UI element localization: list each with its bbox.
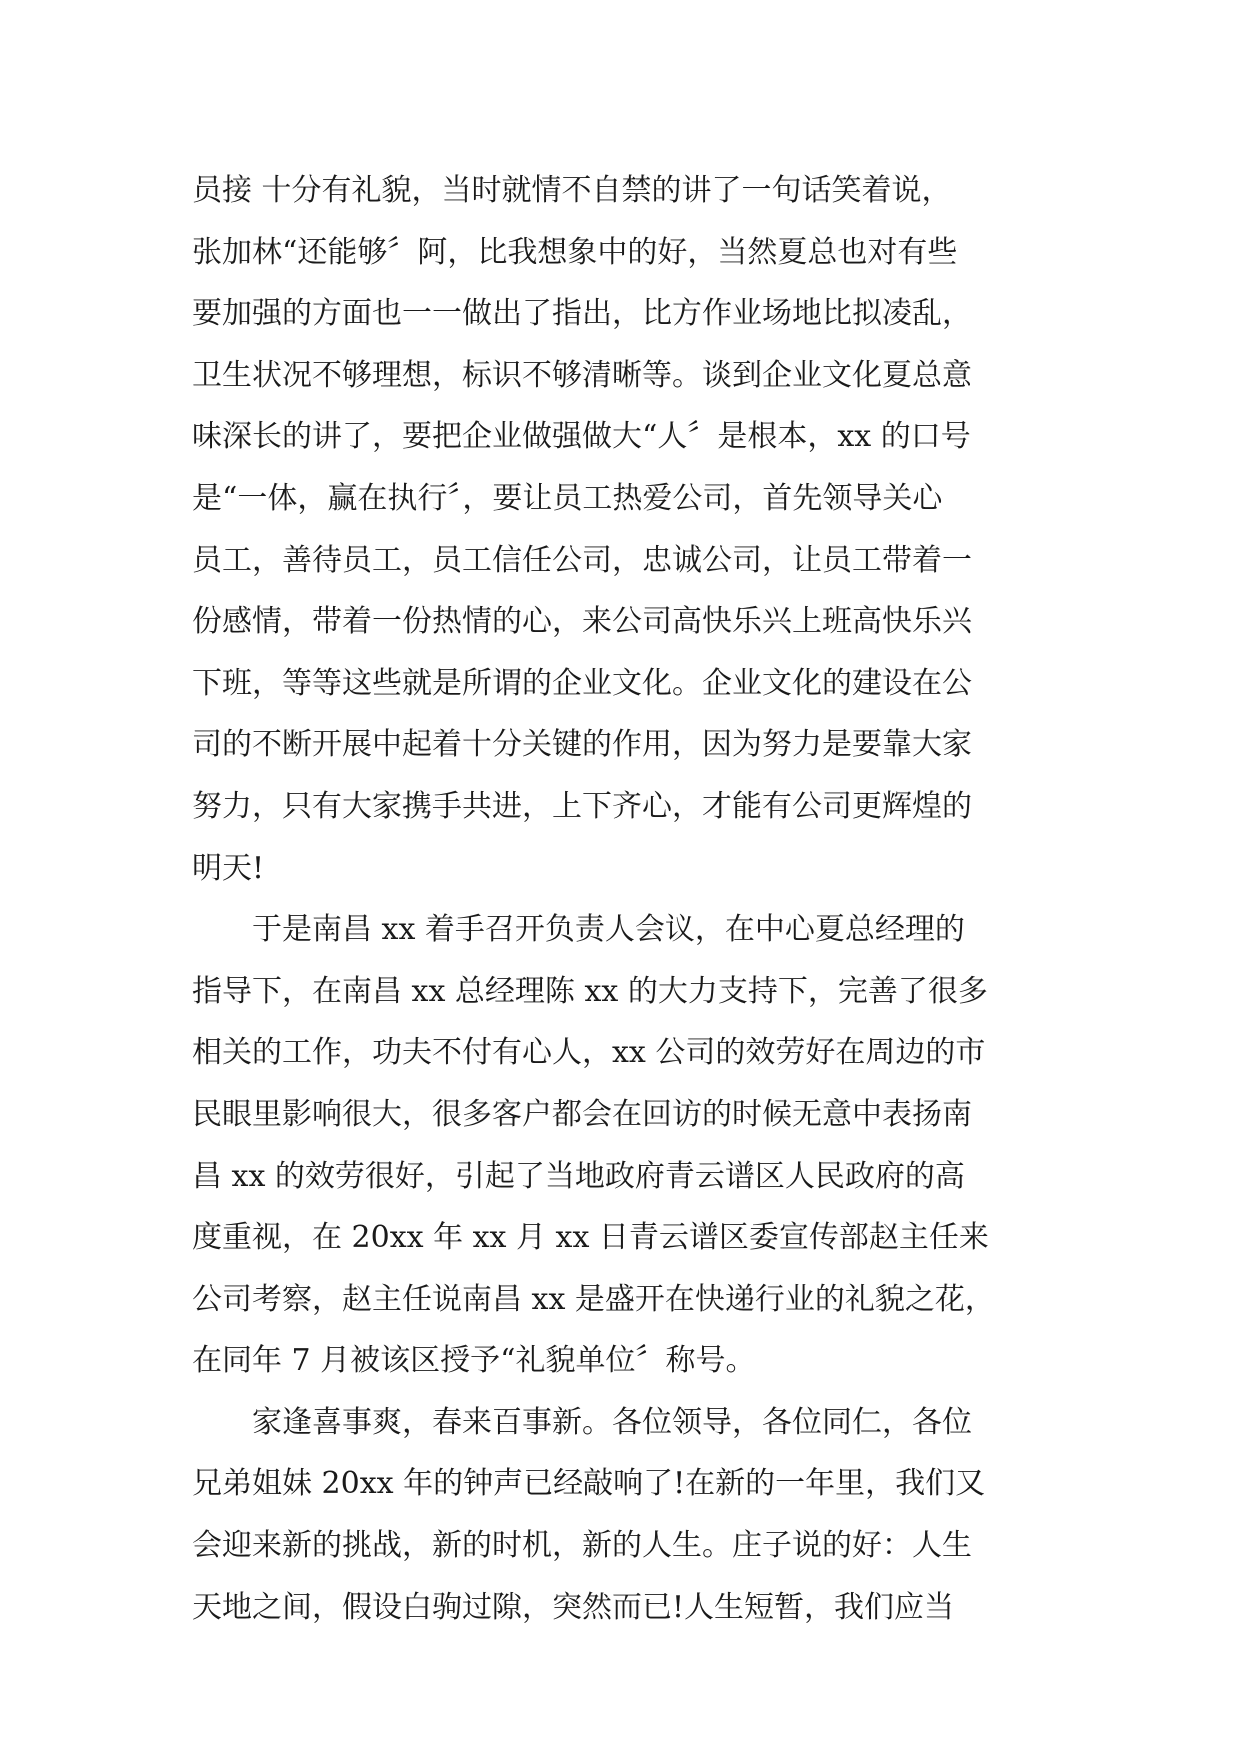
text-line: 公司考察，赵主任说南昌 xx 是盛开在快递行业的礼貌之花， <box>192 1281 995 1317</box>
text-line: 员工，善待员工，员工信任公司，忠诚公司，让员工带着一 <box>192 542 972 578</box>
text-line: 张加林“还能够〞阿，比我想象中的好，当然夏总也对有些 <box>192 234 958 270</box>
text-line: 兄弟姐妹 20xx 年的钟声已经敲响了!在新的一年里，我们又 <box>192 1466 986 1502</box>
text-line: 会迎来新的挑战，新的时机，新的人生。庄子说的好：人生 <box>192 1528 972 1564</box>
text-line: 指导下，在南昌 xx 总经理陈 xx 的大力支持下，完善了很多 <box>192 973 988 1009</box>
text-line: 在同年 7 月被该区授予“礼貌单位〞称号。 <box>192 1343 756 1379</box>
text-line: 民眼里影响很大，很多客户都会在回访的时候无意中表扬南 <box>192 1096 972 1132</box>
text-line: 天地之间，假设白驹过隙，突然而已!人生短暂，我们应当 <box>192 1589 955 1625</box>
document-body <box>192 160 1052 1638</box>
text-line: 司的不断开展中起着十分关键的作用，因为努力是要靠大家 <box>192 727 972 763</box>
text-line: 下班，等等这些就是所谓的企业文化。企业文化的建设在公 <box>192 665 972 701</box>
text-line: 相关的工作，功夫不付有心人，xx 公司的效劳好在周边的市 <box>192 1035 986 1071</box>
text-line: 昌 xx 的效劳很好，引起了当地政府青云谱区人民政府的高 <box>192 1158 965 1194</box>
text-line: 度重视，在 20xx 年 xx 月 xx 日青云谱区委宣传部赵主任来 <box>192 1220 989 1256</box>
text-line: 味深长的讲了，要把企业做强做大“人〞是根本，xx 的口号 <box>192 419 971 455</box>
paragraph-start-line: 家逢喜事爽，春来百事新。各位领导，各位同仁，各位 <box>252 1404 972 1440</box>
text-line: 份感情，带着一份热情的心，来公司高快乐兴上班高快乐兴 <box>192 604 972 640</box>
text-line: 卫生状况不够理想，标识不够清晰等。谈到企业文化夏总意 <box>192 357 972 393</box>
text-line: 明天! <box>192 850 265 886</box>
paragraph-start-line: 于是南昌 xx 着手召开负责人会议，在中心夏总经理的 <box>252 912 965 948</box>
text-line: 是“一体，赢在执行〞，要让员工热爱公司，首先领导关心 <box>192 480 943 516</box>
text-line: 员接 十分有礼貌，当时就情不自禁的讲了一句话笑着说， <box>192 173 952 208</box>
text-line: 要加强的方面也一一做出了指出，比方作业场地比拟凌乱， <box>192 296 972 332</box>
text-line: 努力，只有大家携手共进，上下齐心，才能有公司更辉煌的 <box>192 788 972 824</box>
